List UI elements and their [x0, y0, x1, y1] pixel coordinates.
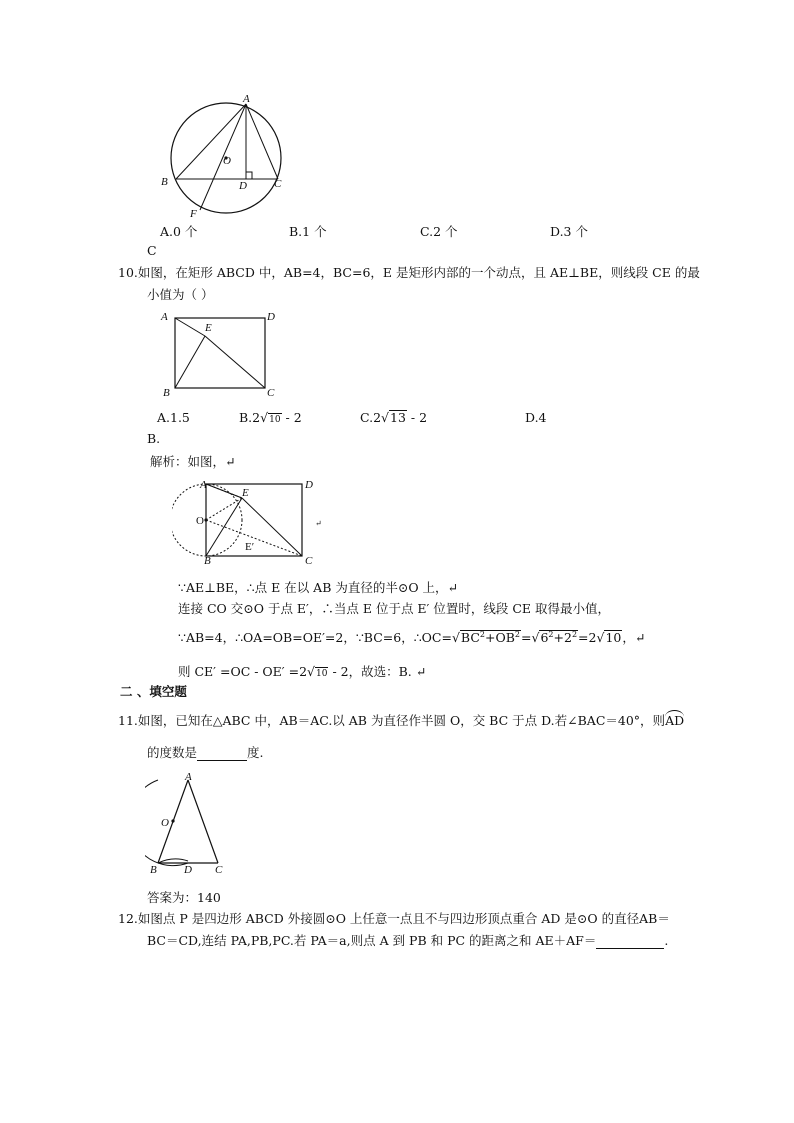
- q10-label-b: B: [163, 387, 170, 398]
- q10-option-a: A.1.5: [157, 410, 190, 425]
- q10-sol3-radicand-3: 10: [605, 630, 622, 645]
- q11-label-b: B: [150, 864, 157, 876]
- q10-sol-label-e-prime: E′: [245, 541, 255, 553]
- q9-label-b: B: [161, 176, 168, 188]
- radical-icon: √: [451, 630, 460, 645]
- q10-label-c: C: [267, 387, 275, 398]
- q11-line2-a: 的度数是: [147, 745, 198, 760]
- q9-label-d: D: [239, 180, 247, 192]
- q10-line-ae: [175, 318, 205, 336]
- radical-icon: √: [531, 630, 540, 645]
- q10-sol3-sup-b: 2: [514, 629, 521, 639]
- q9-option-d: D.3 个: [550, 224, 588, 239]
- q10-solution-line2: 连接 CO 交⊙O 于点 E′，∴当点 E 位于点 E′ 位置时，线段 CE 取得最小值，: [178, 601, 611, 616]
- q10-option-b-radicand: 10: [269, 415, 281, 425]
- q10-sol-label-d: D: [305, 479, 313, 491]
- q10-option-b: [239, 410, 302, 427]
- radical-icon: √: [260, 410, 269, 425]
- q11-figure: [145, 770, 235, 878]
- q10-sol4-radicand: 10: [316, 669, 328, 679]
- q10-option-c: [360, 410, 427, 425]
- q10-option-d: D.4: [525, 410, 547, 425]
- q11-small-arc: [158, 859, 188, 863]
- q10-rectangle: [175, 318, 265, 388]
- q10-sol-label-c: C: [305, 555, 313, 566]
- radical-icon: √: [596, 630, 605, 645]
- q10-sol3-eq2: =2: [578, 630, 597, 645]
- q11-line1-text: 11.如图，已知在△ABC 中，AB＝AC.以 AB 为直径作半圆 O，交 BC 于点 D.若∠BAC＝40°，则: [118, 713, 666, 728]
- q10-text-line2: 小值为（ ）: [147, 287, 214, 302]
- q10-sol3-radicand-2: [539, 630, 578, 644]
- q10-sol-center-dot: [204, 518, 207, 521]
- q9-line-ac: [246, 104, 278, 179]
- q10-label-a: A: [161, 311, 168, 323]
- q10-label-e: E: [205, 322, 212, 334]
- q10-sol3-tail: ，↵: [622, 630, 646, 645]
- q11-text-line1: [118, 711, 684, 729]
- q10-sol3-plus-two: +2: [553, 630, 572, 645]
- q10-sol-label-a: A: [200, 479, 207, 491]
- q10-analysis-title: 解析：如图，↵: [150, 454, 236, 469]
- q10-sol4-suffix: - 2，故选：B. ↵: [328, 664, 427, 679]
- q9-figure: [150, 92, 290, 220]
- q10-solution-line4: [178, 662, 426, 681]
- q10-sol-line-oe: [206, 498, 242, 520]
- q11-arc-ad: AD: [665, 713, 685, 728]
- q9-option-a: A.0 个: [160, 224, 198, 239]
- q10-text-line1: 10.如图，在矩形 ABCD 中，AB=4，BC=6，E 是矩形内部的一个动点，且 AE⊥BE，则线段 CE 的最: [118, 265, 700, 280]
- q11-center-dot: [171, 819, 174, 822]
- section-2-title: 二 、填空题: [120, 684, 187, 699]
- q9-right-angle: [246, 172, 252, 179]
- q9-label-f: F: [190, 208, 197, 220]
- q10-sol-line-be: [206, 498, 242, 556]
- q12-tail: .: [664, 933, 669, 948]
- q10-sol-label-e: E: [242, 487, 249, 499]
- q10-answer: B.: [147, 431, 161, 446]
- q10-sol3-six: 6: [540, 630, 549, 645]
- q10-sol3-eq: =: [521, 630, 532, 645]
- q10-solution-line1: ∵AE⊥BE，∴点 E 在以 AB 为直径的半⊙O 上，↵: [178, 580, 459, 595]
- q10-option-b-suffix: - 2: [281, 410, 302, 425]
- q9-option-c: C.2 个: [420, 224, 458, 239]
- q10-sol3-prefix: ∵AB=4，∴OA=OB=OE′=2，∵BC=6，∴OC=: [178, 630, 452, 645]
- q12-answer-blank[interactable]: [596, 936, 664, 949]
- q11-answer: 答案为：140: [147, 890, 221, 905]
- q12-text-line1: 12.如图点 P 是四边形 ABCD 外接圆⊙O 上任意一点且不与四边形顶点重合 AD 是⊙O 的直径AB＝: [118, 911, 670, 926]
- q10-option-c-suffix: - 2: [406, 410, 428, 425]
- q10-solution-line3: [178, 628, 645, 646]
- q9-line-ab: [176, 104, 246, 179]
- q10-line-ce: [205, 336, 265, 388]
- q11-line2-b: 度.: [247, 745, 264, 760]
- q9-label-c: C: [274, 178, 282, 190]
- q9-label-a: A: [243, 93, 250, 105]
- q10-sol3-plus-ob: +OB: [485, 630, 515, 645]
- q12-line2-text: BC＝CD,连结 PA,PB,PC.若 PA＝a,则点 A 到 PB 和 PC 的距离之和 AE＋AF＝: [147, 933, 597, 948]
- q9-option-b: B.1 个: [289, 224, 327, 239]
- q10-option-c-radicand: 13: [390, 410, 406, 425]
- q11-line-ac: [188, 780, 218, 863]
- q11-label-d: D: [184, 864, 192, 876]
- q11-label-a: A: [185, 771, 192, 783]
- q11-label-o: O: [161, 817, 169, 829]
- q10-solution-figure: [172, 474, 332, 566]
- radical-icon: √: [381, 410, 390, 425]
- q9-answer: C: [147, 243, 157, 258]
- q10-sol3-sup-a: 2: [479, 629, 485, 639]
- q10-sol-label-o: O: [196, 515, 204, 527]
- q11-label-c: C: [215, 864, 223, 876]
- q10-sol4-prefix: 则 CE′ =OC - OE′ =2: [178, 664, 308, 679]
- q10-option-c-prefix: C.2: [360, 410, 382, 425]
- q10-sol3-sup-d: 2: [571, 629, 578, 639]
- q9-label-o: O: [223, 155, 231, 167]
- q10-sol3-sup-c: 2: [548, 629, 554, 639]
- q12-text-line2: [147, 931, 668, 949]
- q10-figure: [155, 306, 285, 398]
- q10-label-d: D: [267, 311, 275, 323]
- q10-sol3-radicand-1: [460, 630, 521, 644]
- q11-text-line2: [147, 743, 264, 761]
- q11-answer-blank[interactable]: [197, 748, 247, 761]
- q10-option-b-prefix: B.2: [239, 410, 261, 425]
- radical-icon: √: [307, 664, 316, 679]
- q10-line-be: [175, 336, 205, 388]
- q10-sol-return-mark: ↵: [315, 519, 322, 528]
- q10-sol-label-b: B: [204, 555, 211, 566]
- q10-sol3-bc: BC: [460, 630, 480, 645]
